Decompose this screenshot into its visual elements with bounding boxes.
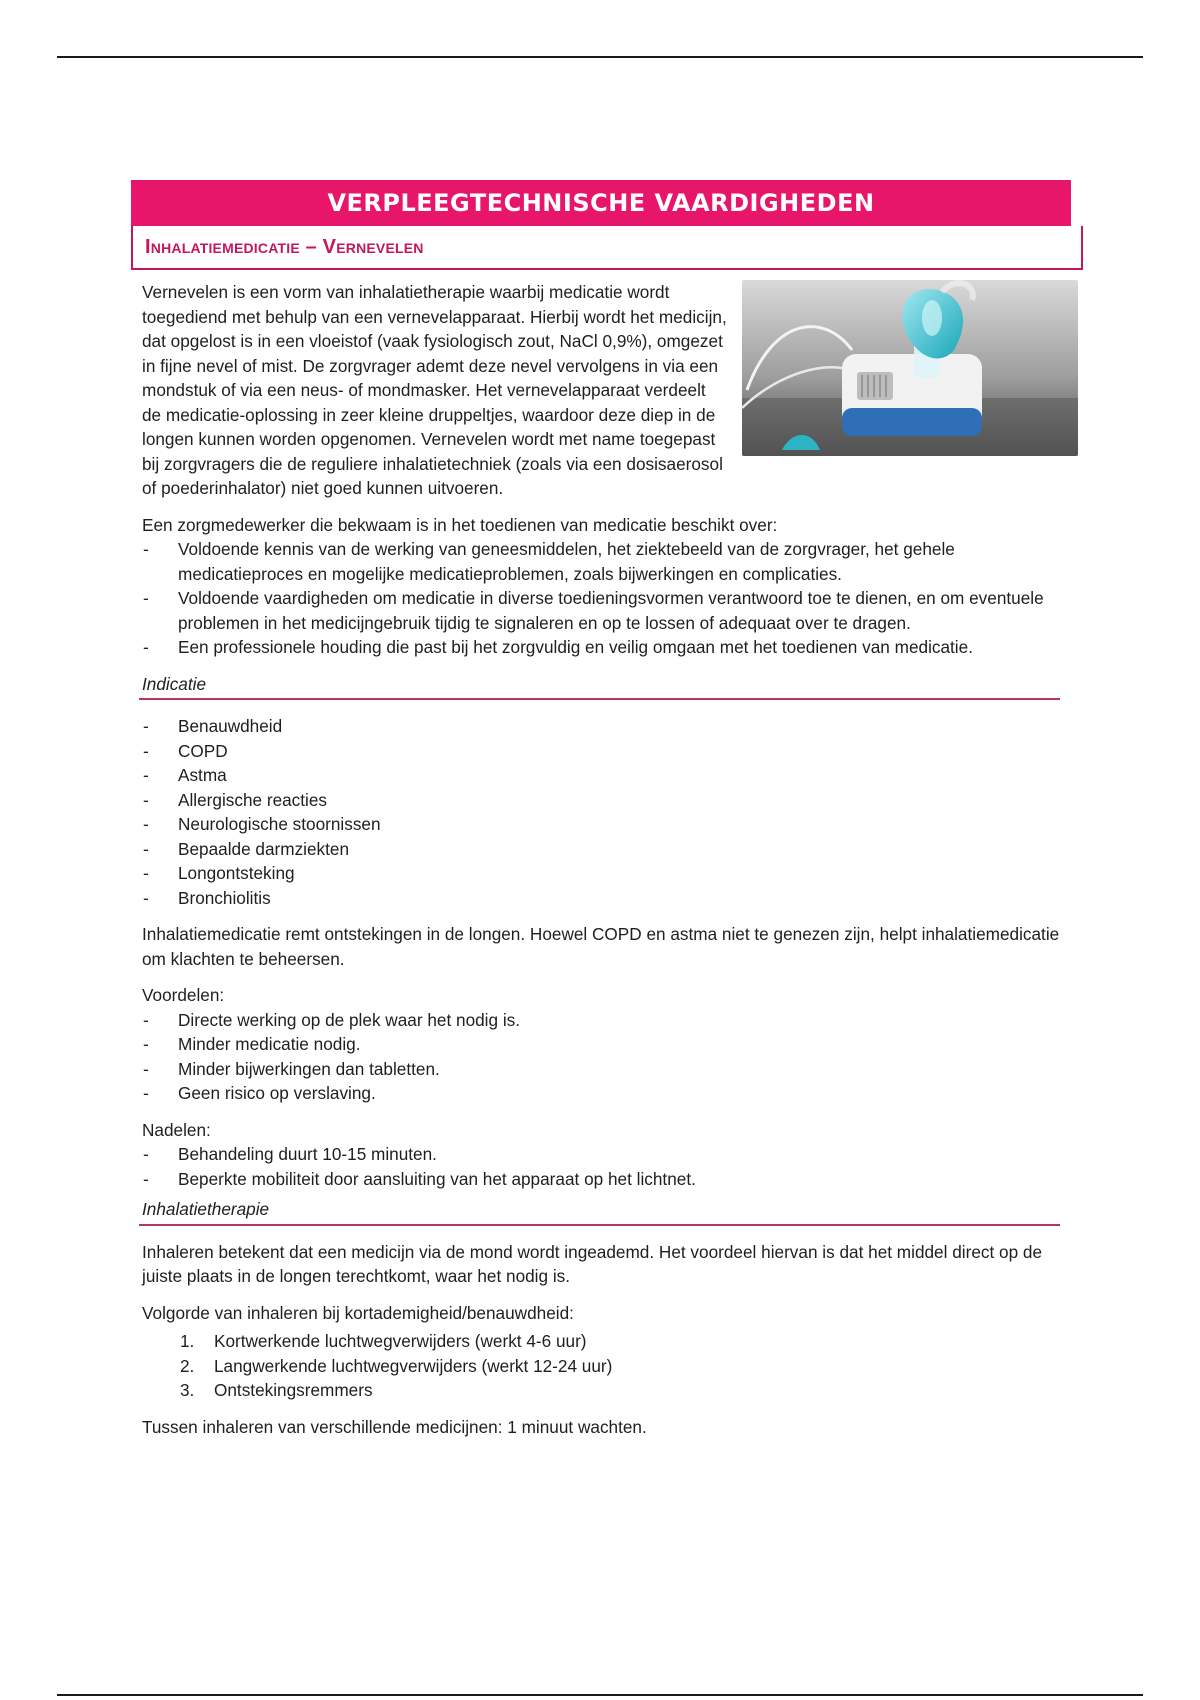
list-item: - Beperkte mobiliteit door aansluiting van het apparaat op het lichtnet. <box>142 1167 1062 1192</box>
list-item: - Allergische reacties <box>142 788 1062 813</box>
list-item: - Voldoende kennis van de werking van geneesmiddelen, het ziektebeeld van de zorgvrager, het gehele medicatieproces en mogelijke medicatieproblemen, zoals bijwerkingen en complicaties. <box>142 537 1062 586</box>
list-item: - Behandeling duurt 10-15 minuten. <box>142 1142 1062 1167</box>
list-item: 1. Kortwerkende luchtwegverwijders (werkt 4-6 uur) <box>180 1331 587 1351</box>
list-item: - Een professionele houding die past bij het zorgvuldig en veilig omgaan met het toedienen van medicatie. <box>142 635 1062 660</box>
inhalatietherapie-heading: Inhalatietherapie <box>139 1197 1060 1226</box>
inhalation-order-list <box>142 1329 1062 1403</box>
nadelen-list <box>142 1142 1062 1191</box>
list-item: - Bronchiolitis <box>142 886 1062 911</box>
indicatie-list <box>142 714 1062 910</box>
bottom-rule <box>57 1694 1143 1696</box>
list-item: - Directe werking op de plek waar het nodig is. <box>142 1008 1062 1033</box>
intro-paragraph: Vernevelen is een vorm van inhalatietherapie waarbij medicatie wordt toegediend met behulp van een vernevelapparaat. Hierbij wordt het medicijn, dat opgelost is in een vloeistof (vaak fysiologisch zout, NaCl 0,9%), omgezet in fijne nevel of mist. De zorgvrager ademt deze nevel vervolgens in via een mondstuk of via een neus- of mondmasker. Het vernevelapparaat verdeelt de medicatie-oplossing in zeer kleine druppeltjes, waardoor deze diep in de longen kunnen worden opgenomen. Vernevelen wordt met name toegepast bij zorgvragers die de reguliere inhalatietechniek (zoals via een dosisaerosol of poederinhalator) niet goed kunnen uitvoeren. <box>142 282 727 498</box>
document-body <box>142 280 1062 1451</box>
nadelen-label: Nadelen: <box>142 1119 211 1140</box>
indicatie-paragraph: Inhalatiemedicatie remt ontstekingen in de longen. Hoewel COPD en astma niet te genezen zijn, helpt inhalatiemedicatie om klachten te beheersen. <box>142 924 1060 969</box>
closing-note: Tussen inhaleren van verschillende medicijnen: 1 minuut wachten. <box>142 1416 647 1437</box>
section-title-box <box>131 226 1083 270</box>
order-lead: Volgorde van inhaleren bij kortademigheid/benauwdheid: <box>142 1302 574 1323</box>
voordelen-label: Voordelen: <box>142 985 225 1005</box>
list-item: - Voldoende vaardigheden om medicatie in diverse toedieningsvormen verantwoord toe te dienen, en om eventuele problemen in het medicijngebruik tijdig te signaleren en op te lossen of adequaat over te dragen. <box>142 586 1062 635</box>
list-item: - Minder bijwerkingen dan tabletten. <box>142 1057 1062 1082</box>
list-item: - Neurologische stoornissen <box>142 812 1062 837</box>
list-item: - Geen risico op verslaving. <box>142 1081 1062 1106</box>
list-item: - Benauwdheid <box>142 714 1062 739</box>
list-item: 2. Langwerkende luchtwegverwijders (werkt 12-24 uur) <box>180 1355 613 1376</box>
section-title: Inhalatiemedicatie – Vernevelen <box>145 235 424 258</box>
competence-list <box>142 537 1062 660</box>
inhalatietherapie-paragraph: Inhaleren betekent dat een medicijn via de mond wordt ingeademd. Het voordeel hiervan is dat het middel direct op de juiste plaats in de longen terechtkomt, waar het nodig is. <box>142 1241 1043 1286</box>
document-title: VERPLEEGTECHNISCHE VAARDIGHEDEN <box>131 180 1071 226</box>
list-item: - Bepaalde darmziekten <box>142 837 1062 862</box>
top-rule <box>57 56 1143 58</box>
list-item: - COPD <box>142 739 1062 764</box>
voordelen-list <box>142 1008 1062 1106</box>
list-item: - Minder medicatie nodig. <box>142 1032 1062 1057</box>
indicatie-heading: Indicatie <box>139 672 1060 701</box>
competence-lead: Een zorgmedewerker die bekwaam is in het toedienen van medicatie beschikt over: <box>142 514 778 535</box>
nebulizer-photo <box>742 280 1078 456</box>
list-item: 3. Ontstekingsremmers <box>180 1380 373 1400</box>
list-item: - Astma <box>142 763 1062 788</box>
list-item: - Longontsteking <box>142 861 1062 886</box>
